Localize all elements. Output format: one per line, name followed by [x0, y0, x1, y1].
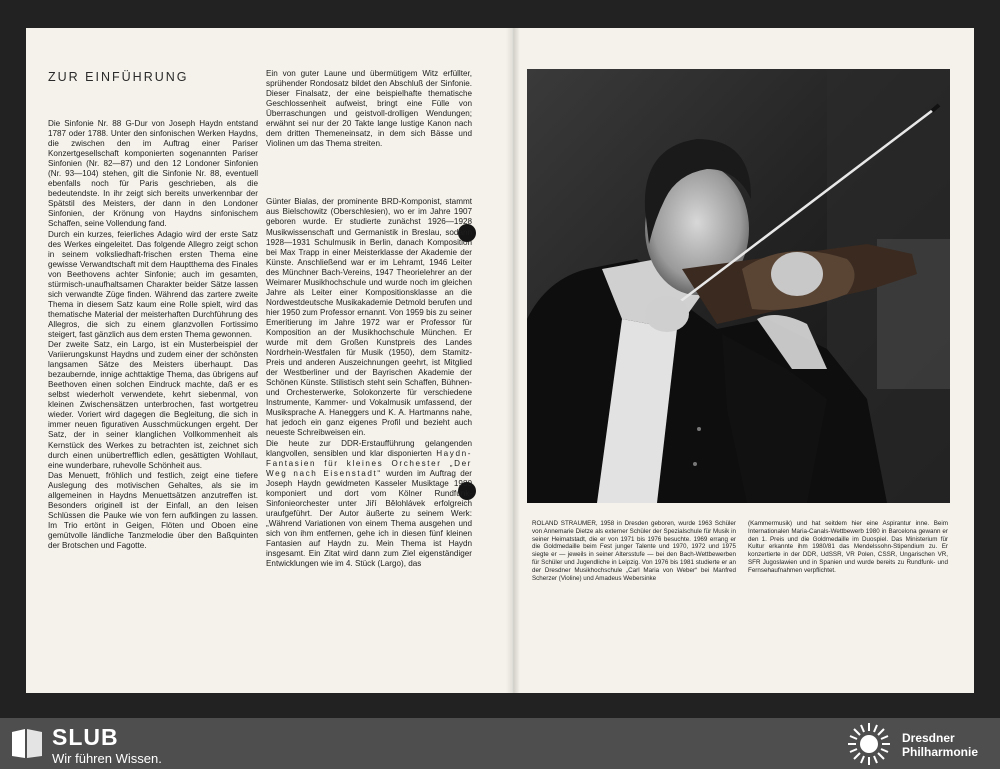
- premiere-text: wurden im Auftrag der Joseph Haydn gewidmeten Kasseler Musiktage 1980 komponiert und dort vom Kölner Rundfunk-Sinfonieorchester unter Jiří Bělohlávek erfolgreich uraufgeführt. Der Autor äußerte zu seinem Werk: „Während Variationen von einem Thema ausgehen und sich von ihm entfernen, gehe ich in diesen fünf kleinen Fantasien auf Haydn zu. Mein Thema ist Haydn insgesamt. Ein Zitat wird dann zum Ziel eigenständiger Entwicklungen wie im 4. Stück (Largo), das: [266, 468, 472, 569]
- paragraph: Der zweite Satz, ein Largo, ist ein Musterbeispiel der Variierungskunst Haydns und zudem einer der schönsten langsamen Sätze des Meisters überhaupt. Das bezaubernde, innige achttaktige Thema, das übrigens auf Beethoven einen solchen Eindruck machte, daß er es selbst wiederholt verwendete, kehrt siebenmal, von kleinen Zwischensätzen unterbrochen, fast wortgetreu wieder. Voriert wird dagegen die Begleitung, die sich in immer neuen figurativen Ausschmückungen ergeht. Der Satz, der in seiner klanglichen Vollkommenheit als Kernstück des Werkes zu betrachten ist, zeichnet sich durch einen unübertrefflich edlen, gesättigten Wohllaut, eine wunderbare, ruhevolle Schönheit aus.: [48, 340, 258, 470]
- violinist-photo-image: [527, 69, 950, 503]
- footer-bar: [0, 718, 1000, 769]
- violinist-photo: [527, 69, 950, 503]
- article-column-2: [266, 69, 472, 569]
- work-title: Haydn-Fantasien für kleines Orchester „Der Weg nach Eisenstadt“: [266, 448, 472, 478]
- paragraph: [266, 439, 472, 570]
- photo-caption-right: (Kammermusik) und hat seitdem hier eine Aspirantur inne. Beim Internationalen Maria-Canals-Wettbewerb 1980 in Barcelona gewann er den 1. Preis und die Goldmedaille im Duospiel. Das Ministerium für Kultur erkannte ihm 1980/81 das Mendelssohn-Stipendium zu. Er konzertierte in der DDR, UdSSR, VR Polen, CSSR, Ungarischen VR, SFR Jugoslawien und in Spanien und wurde bereits zu Rundfunk- und Fernsehaufnahmen verpflichtet.: [748, 520, 948, 574]
- program-booklet-page: [26, 28, 974, 693]
- philharmonie-sun-icon: [842, 721, 896, 767]
- paragraph: Ein von guter Laune und übermütigem Witz erfüllter, sprühender Rondosatz bildet den Abschluß der Sinfonie. Dieser Finalsatz, der eine beispielhafte thematische Geschlossenheit aufweist, bringt eine Fülle von Überraschungen und geistvoll-drolligen Wendungen; erwähnt sei nur der 20 Takte lange lustige Kanon nach dem dritten Themeneinsatz, in dem sich Bässe und Violinen um das Thema streiten.: [266, 69, 472, 149]
- page-fold: [506, 28, 520, 693]
- orchestra-name: [902, 731, 978, 759]
- paragraph: Die Sinfonie Nr. 88 G-Dur von Joseph Haydn entstand 1787 oder 1788. Unter den sinfonischen Werken Haydns, die zwischen den im Auftrag einer Pariser Konzertgesellschaft komponierten sogenannten Pariser Sinfonien (Nr. 82—87) und den 12 Londoner Sinfonien (Nr. 93—104) stehen, gilt die Sinfonie Nr. 88, eventuell ebenfalls noch für Paris geschrieben, als die bedeutendste. In ihr zeigt sich bereits unverkennbar der Spätstil des Meisters, der dann in den Londoner Sinfonien, der Krönung von Haydns sinfonischem Schaffen, seine Vollendung fand.: [48, 119, 258, 229]
- orchestra-name-line2: Philharmonie: [902, 745, 979, 759]
- library-name: SLUB: [52, 724, 119, 750]
- slub-book-icon: [10, 728, 44, 760]
- section-heading: ZUR EINFÜHRUNG: [48, 70, 189, 84]
- composer-bio: Günter Bialas, der prominente BRD-Komponist, stammt aus Bielschowitz (Oberschlesien), wo er im Jahre 1907 geboren wurde. Er studierte zunächst 1926—1928 Musikwissenschaft und Germanistik in Breslau, sodann 1928—1931 Schulmusik in Berlin, danach Komposition bei Max Trapp in einer Meisterklasse der Akademie der Künste. Anschließend war er im Lehramt, 1946 Leiter des Münchner Bach-Vereins, 1947 Theorielehrer an der Weimarer Musikhochschule und wurde noch im gleichen Jahre als Leiter einer Kompositionsklasse an die Nordwestdeutsche Musikakademie Detmold berufen und hier 1950 zum Professor ernannt. Von 1959 bis zu seiner Emeritierung im Jahre 1972 war er Professor für Komposition an der Musikhochschule München. Er wurde mit dem Großen Kunstpreis des Landes Nordrhein-Westfalen für Musik (1950), dem Stamitz-Preis und anderen Auszeichnungen geehrt, ist Mitglied der Westberliner und der Bayrischen Akademie der Schönen Künste. Stilistisch steht sein Schaffen, Bühnen- und Orchesterwerke, Solokonzerte für verschiedene Instrumente, Kammer- und Vokalmusik umfassend, der Musiksprache A. Haneggers und K. A. Hartmanns nahe, hat jedoch ein ganz eigenes Profil und bezieht auch neueste Schreibweisen ein.: [266, 197, 472, 438]
- orchestra-name-line1: Dresdner: [902, 731, 955, 745]
- photo-caption-left: ROLAND STRAUMER, 1958 in Dresden geboren, wurde 1963 Schüler von Annemarie Dietze als externer Schüler der Spezialschule für Musik in seiner Heimatstadt, die er von 1971 bis 1976 besuchte. 1969 errang er die Goldmedaille beim Fest junger Talente und 1970, 1972 und 1975 siegte er — jeweils in seiner Altersstufe — bei den Bach-Wettbewerben für Schüler und Jugendliche in Leipzig. Von 1976 bis 1981 studierte er an der Dresdner Musikhochschule „Carl Maria von Weber“ bei Manfred Scherzer (Violine) und Amadeus Webersinke: [532, 520, 736, 582]
- library-slogan: Wir führen Wissen.: [52, 751, 162, 766]
- paragraph: Das Menuett, fröhlich und festlich, zeigt eine tiefere Auslegung des motivischen Gehaltes, als sie im allgemeinen in Haydns Menuettsätzen anzutreffen ist. Besonders originell ist der Einfall, an den leisen Schlüssen die Pauke wie von fern aufklingen zu lassen. Im Trio ertönt in Geigen, Flöten und Oboen eine gemütvolle ländliche Tanzmelodie über den Baßquinten der Brotschen und Fagotte.: [48, 470, 258, 550]
- premiere-text: Die heute zur DDR-Erstaufführung gelangenden klangvollen, sensiblen und klar disponierten: [266, 438, 472, 458]
- article-column-1: [48, 119, 258, 551]
- paragraph: Durch ein kurzes, feierliches Adagio wird der erste Satz des Werkes eingeleitet. Das folgende Allegro zeigt schon in seinem volksliedhaft-frischen ersten Thema eine gewisse Verwandtschaft mit dem Hauptthema des Finales von Beethovens achter Sinfonie; auch im gesamten, stürmisch-unaufhaltsamen Charakter beider Sätze lassen sich verwandte Züge finden. Während das zartere zweite Thema in diesem Satz kaum eine Rolle spielt, wird das thematische Material der meisterhaften Durchführung des Allegros, die sich zu einem glanzvollen Fortissimo steigert, fast gänzlich aus dem ersten Thema gewonnen.: [48, 229, 258, 339]
